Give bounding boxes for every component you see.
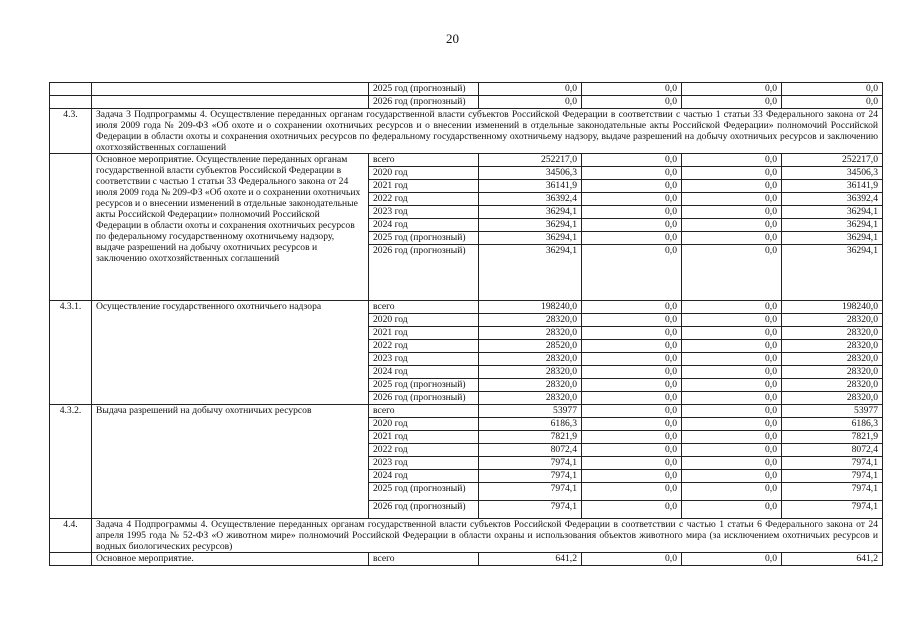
value-cell: 0,0 [582, 327, 682, 340]
value-cell: 0,0 [682, 83, 782, 96]
value-cell: 36294,1 [782, 245, 883, 301]
value-cell: 28320,0 [782, 392, 883, 405]
value-cell: 28320,0 [782, 353, 883, 366]
table-row [50, 553, 883, 566]
year-cell: 2024 год [369, 219, 479, 232]
value-cell: 0,0 [582, 96, 682, 109]
value-cell: 0,0 [682, 340, 782, 353]
value-cell: 0,0 [582, 470, 682, 483]
value-cell: 252217,0 [479, 154, 582, 167]
value-cell: 0,0 [582, 379, 682, 392]
value-cell: 8072,4 [782, 444, 883, 457]
value-cell: 28320,0 [479, 353, 582, 366]
value-cell: 6186,3 [782, 418, 883, 431]
year-cell: 2024 год [369, 470, 479, 483]
activity-name: Основное мероприятие. [92, 553, 369, 566]
value-cell: 7974,1 [782, 483, 883, 501]
activity-name: Выдача разрешений на добычу охотничьих ресурсов [92, 405, 369, 519]
value-cell: 0,0 [582, 232, 682, 245]
table-row [50, 301, 883, 314]
value-cell: 0,0 [582, 553, 682, 566]
value-cell: 7821,9 [782, 431, 883, 444]
value-cell: 0,0 [682, 444, 782, 457]
year-cell: 2022 год [369, 340, 479, 353]
value-cell: 0,0 [682, 418, 782, 431]
value-cell: 7974,1 [782, 501, 883, 519]
value-cell: 7974,1 [479, 470, 582, 483]
value-cell: 0,0 [682, 327, 782, 340]
task-description: Задача 4 Подпрограммы 4. Осуществление переданных органам государственной власти субъектов Российской Федерации в соответствии с частью 1 статьи 6 Федерального закона от 24 апреля 1995 года № 52-ФЗ «О животном мире» полномочий Российской Федерации в области охраны и использования объектов животного мира (за исключением охотничьих ресурсов и водных биологических ресурсов) [92, 519, 883, 553]
task-description: Задача 3 Подпрограммы 4. Осуществление переданных органам государственной власти субъектов Российской Федерации в соответствии с частью 1 статьи 33 Федерального закона от 24 июля 2009 года № 209-ФЗ «Об охоте и о сохранении охотничьих ресурсов и о внесении изменений в отдельные законодательные акты Российской Федерации» полномочий Российской Федерации в области охоты и сохранения охотничьих ресурсов по федеральному государственному охотничьему надзору, выдаче разрешений на добычу охотничьих ресурсов и заключению охотхозяйственных соглашений [92, 109, 883, 154]
value-cell: 28320,0 [479, 379, 582, 392]
value-cell: 0,0 [582, 431, 682, 444]
year-cell: 2020 год [369, 314, 479, 327]
value-cell: 0,0 [782, 83, 883, 96]
year-cell: 2026 год (прогнозный) [369, 501, 479, 519]
value-cell: 0,0 [582, 366, 682, 379]
year-cell: всего [369, 154, 479, 167]
value-cell: 252217,0 [782, 154, 883, 167]
budget-table [49, 82, 883, 566]
value-cell: 36392,4 [782, 193, 883, 206]
value-cell: 28320,0 [782, 340, 883, 353]
year-cell: всего [369, 553, 479, 566]
value-cell: 0,0 [479, 96, 582, 109]
value-cell: 0,0 [582, 353, 682, 366]
value-cell: 0,0 [682, 353, 782, 366]
value-cell: 0,0 [682, 483, 782, 501]
value-cell: 8072,4 [479, 444, 582, 457]
year-cell: 2026 год (прогнозный) [369, 96, 479, 109]
value-cell: 0,0 [582, 206, 682, 219]
year-cell: 2021 год [369, 327, 479, 340]
year-cell: 2025 год (прогнозный) [369, 83, 479, 96]
value-cell: 0,0 [682, 366, 782, 379]
value-cell: 36294,1 [479, 219, 582, 232]
value-cell: 198240,0 [479, 301, 582, 314]
value-cell: 0,0 [682, 431, 782, 444]
value-cell: 28520,0 [479, 340, 582, 353]
row-number: 4.3. [50, 109, 92, 154]
value-cell: 53977 [479, 405, 582, 418]
year-cell: 2023 год [369, 457, 479, 470]
value-cell: 0,0 [479, 83, 582, 96]
year-cell: 2025 год (прогнозный) [369, 379, 479, 392]
value-cell: 0,0 [682, 470, 782, 483]
value-cell: 0,0 [582, 219, 682, 232]
value-cell: 36294,1 [479, 232, 582, 245]
value-cell: 28320,0 [782, 379, 883, 392]
year-cell: 2022 год [369, 193, 479, 206]
value-cell: 0,0 [582, 167, 682, 180]
value-cell: 28320,0 [479, 327, 582, 340]
year-cell: 2023 год [369, 353, 479, 366]
value-cell: 0,0 [682, 232, 782, 245]
value-cell: 641,2 [782, 553, 883, 566]
year-cell: 2025 год (прогнозный) [369, 232, 479, 245]
activity-name: Осуществление государственного охотничьего надзора [92, 301, 369, 405]
value-cell: 7821,9 [479, 431, 582, 444]
value-cell: 0,0 [682, 553, 782, 566]
value-cell: 0,0 [582, 180, 682, 193]
value-cell: 0,0 [682, 405, 782, 418]
value-cell: 0,0 [582, 340, 682, 353]
value-cell: 28320,0 [479, 314, 582, 327]
value-cell: 36141,9 [479, 180, 582, 193]
value-cell: 0,0 [682, 180, 782, 193]
value-cell: 7974,1 [782, 470, 883, 483]
value-cell: 53977 [782, 405, 883, 418]
value-cell: 0,0 [582, 193, 682, 206]
value-cell: 7974,1 [479, 457, 582, 470]
value-cell: 0,0 [682, 301, 782, 314]
value-cell: 0,0 [582, 314, 682, 327]
task-row [50, 519, 883, 553]
value-cell: 36294,1 [782, 232, 883, 245]
value-cell: 641,2 [479, 553, 582, 566]
value-cell: 28320,0 [479, 366, 582, 379]
value-cell: 0,0 [682, 193, 782, 206]
table-row [50, 96, 883, 109]
value-cell: 34506,3 [479, 167, 582, 180]
value-cell: 0,0 [682, 379, 782, 392]
value-cell: 7974,1 [479, 483, 582, 501]
year-cell: всего [369, 405, 479, 418]
year-cell: 2021 год [369, 180, 479, 193]
value-cell: 6186,3 [479, 418, 582, 431]
value-cell: 0,0 [582, 457, 682, 470]
value-cell: 0,0 [582, 501, 682, 519]
page-number: 20 [446, 31, 459, 46]
year-cell: 2020 год [369, 167, 479, 180]
value-cell: 36294,1 [479, 206, 582, 219]
value-cell: 0,0 [582, 405, 682, 418]
value-cell: 0,0 [682, 206, 782, 219]
value-cell: 0,0 [682, 167, 782, 180]
activity-name: Основное мероприятие. Осуществление переданных органам государственной власти субъектов Российской Федерации в соответствии с частью 1 статьи 33 Федерального закона от 24 июля 2009 года № 209-ФЗ «Об охоте и о сохранении охотничьих ресурсов и о внесении изменений в отдельные законодательные акты Российской Федерации» полномочий Российской Федерации в области охоты и сохранения охотничьих ресурсов по федеральному государственному охотничьему надзору, выдаче разрешений на добычу охотничьих ресурсов и заключению охотхозяйственных соглашений [92, 154, 369, 301]
year-cell: 2025 год (прогнозный) [369, 483, 479, 501]
value-cell: 0,0 [582, 483, 682, 501]
value-cell: 28320,0 [782, 327, 883, 340]
value-cell: 0,0 [682, 96, 782, 109]
value-cell: 198240,0 [782, 301, 883, 314]
value-cell: 0,0 [582, 392, 682, 405]
value-cell: 0,0 [682, 219, 782, 232]
year-cell: 2024 год [369, 366, 479, 379]
year-cell: 2023 год [369, 206, 479, 219]
row-number: 4.3.1. [50, 301, 92, 405]
value-cell: 0,0 [682, 392, 782, 405]
year-cell: 2026 год (прогнозный) [369, 245, 479, 301]
value-cell: 0,0 [682, 245, 782, 301]
value-cell: 0,0 [682, 501, 782, 519]
year-cell: всего [369, 301, 479, 314]
value-cell: 36294,1 [782, 206, 883, 219]
table-row [50, 405, 883, 418]
value-cell: 36294,1 [782, 219, 883, 232]
value-cell: 0,0 [682, 457, 782, 470]
year-cell: 2020 год [369, 418, 479, 431]
value-cell: 0,0 [582, 301, 682, 314]
row-number: 4.4. [50, 519, 92, 553]
row-number: 4.3.2. [50, 405, 92, 519]
value-cell: 28320,0 [479, 392, 582, 405]
value-cell: 0,0 [782, 96, 883, 109]
year-cell: 2021 год [369, 431, 479, 444]
value-cell: 28320,0 [782, 314, 883, 327]
task-row [50, 109, 883, 154]
value-cell: 0,0 [582, 418, 682, 431]
value-cell: 0,0 [682, 154, 782, 167]
value-cell: 0,0 [582, 245, 682, 301]
value-cell: 0,0 [582, 444, 682, 457]
value-cell: 28320,0 [782, 366, 883, 379]
value-cell: 36141,9 [782, 180, 883, 193]
value-cell: 7974,1 [782, 457, 883, 470]
value-cell: 0,0 [582, 154, 682, 167]
table-row [50, 83, 883, 96]
value-cell: 36392,4 [479, 193, 582, 206]
year-cell: 2022 год [369, 444, 479, 457]
table-row [50, 154, 883, 167]
value-cell: 7974,1 [479, 501, 582, 519]
value-cell: 0,0 [682, 314, 782, 327]
value-cell: 34506,3 [782, 167, 883, 180]
value-cell: 0,0 [582, 83, 682, 96]
value-cell: 36294,1 [479, 245, 582, 301]
year-cell: 2026 год (прогнозный) [369, 392, 479, 405]
